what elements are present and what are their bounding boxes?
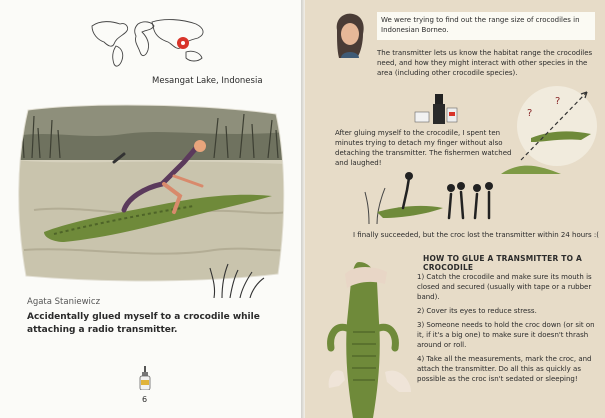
list-item: 2) Cover its eyes to reduce stress.: [417, 307, 537, 315]
page-number: 6: [142, 395, 148, 404]
crocodile-fishermen-illustration: [363, 168, 513, 224]
grass-decoration: [208, 262, 268, 298]
caption: Accidentally glued myself to a crocodile while attaching a radio transmitter.: [27, 312, 260, 335]
right-page: [305, 0, 605, 418]
paragraph-3: I finally succeeded, but the croc lost the transmitter within 24 hours :(: [353, 231, 600, 239]
left-page: [0, 0, 301, 418]
author-name: Agata Staniewicz: [27, 297, 101, 307]
svg-text:?: ?: [555, 96, 561, 107]
howto-title: HOW TO GLUE A TRANSMITTER TO A CROCODILE: [423, 254, 582, 272]
paragraph-2: After gluing myself to the crocodile, I spent ten minutes trying to detach my finger without also detaching the transmitter. The fishermen watched and laughed!: [335, 129, 512, 167]
steps-list: [417, 272, 601, 384]
location-marker-icon: [176, 36, 190, 50]
location-label: Mesangat Lake, Indonesia: [152, 76, 263, 86]
glue-bottle-icon: [138, 366, 152, 390]
paragraph-1: The transmitter lets us know the habitat range the crocodiles need, and how they might interact with other species in the area (including other crocodile species).: [377, 49, 593, 77]
illustration-crocodile-lake: [14, 100, 288, 284]
svg-text:?: ?: [527, 108, 533, 119]
tools-illustration: [413, 90, 463, 124]
intro-text: We were trying to find out the range size of crocodiles in Indonesian Borneo.: [381, 16, 580, 34]
list-item: 1) Catch the crocodile and make sure its mouth is closed and secured (usually with tape or a rubber band).: [417, 273, 592, 301]
list-item: 3) Someone needs to hold the croc down (or sit on it, if it's a big one) to make sure it doesn't thrash around or roll.: [417, 321, 595, 349]
portrait-icon: [329, 12, 369, 60]
world-map-icon: [86, 16, 218, 70]
list-item: 4) Take all the measurements, mark the croc, and attach the transmitter. Do all this as quickly as possible as the croc isn't sedated or sleeping!: [417, 355, 592, 383]
crocodile-icon: [325, 262, 417, 418]
